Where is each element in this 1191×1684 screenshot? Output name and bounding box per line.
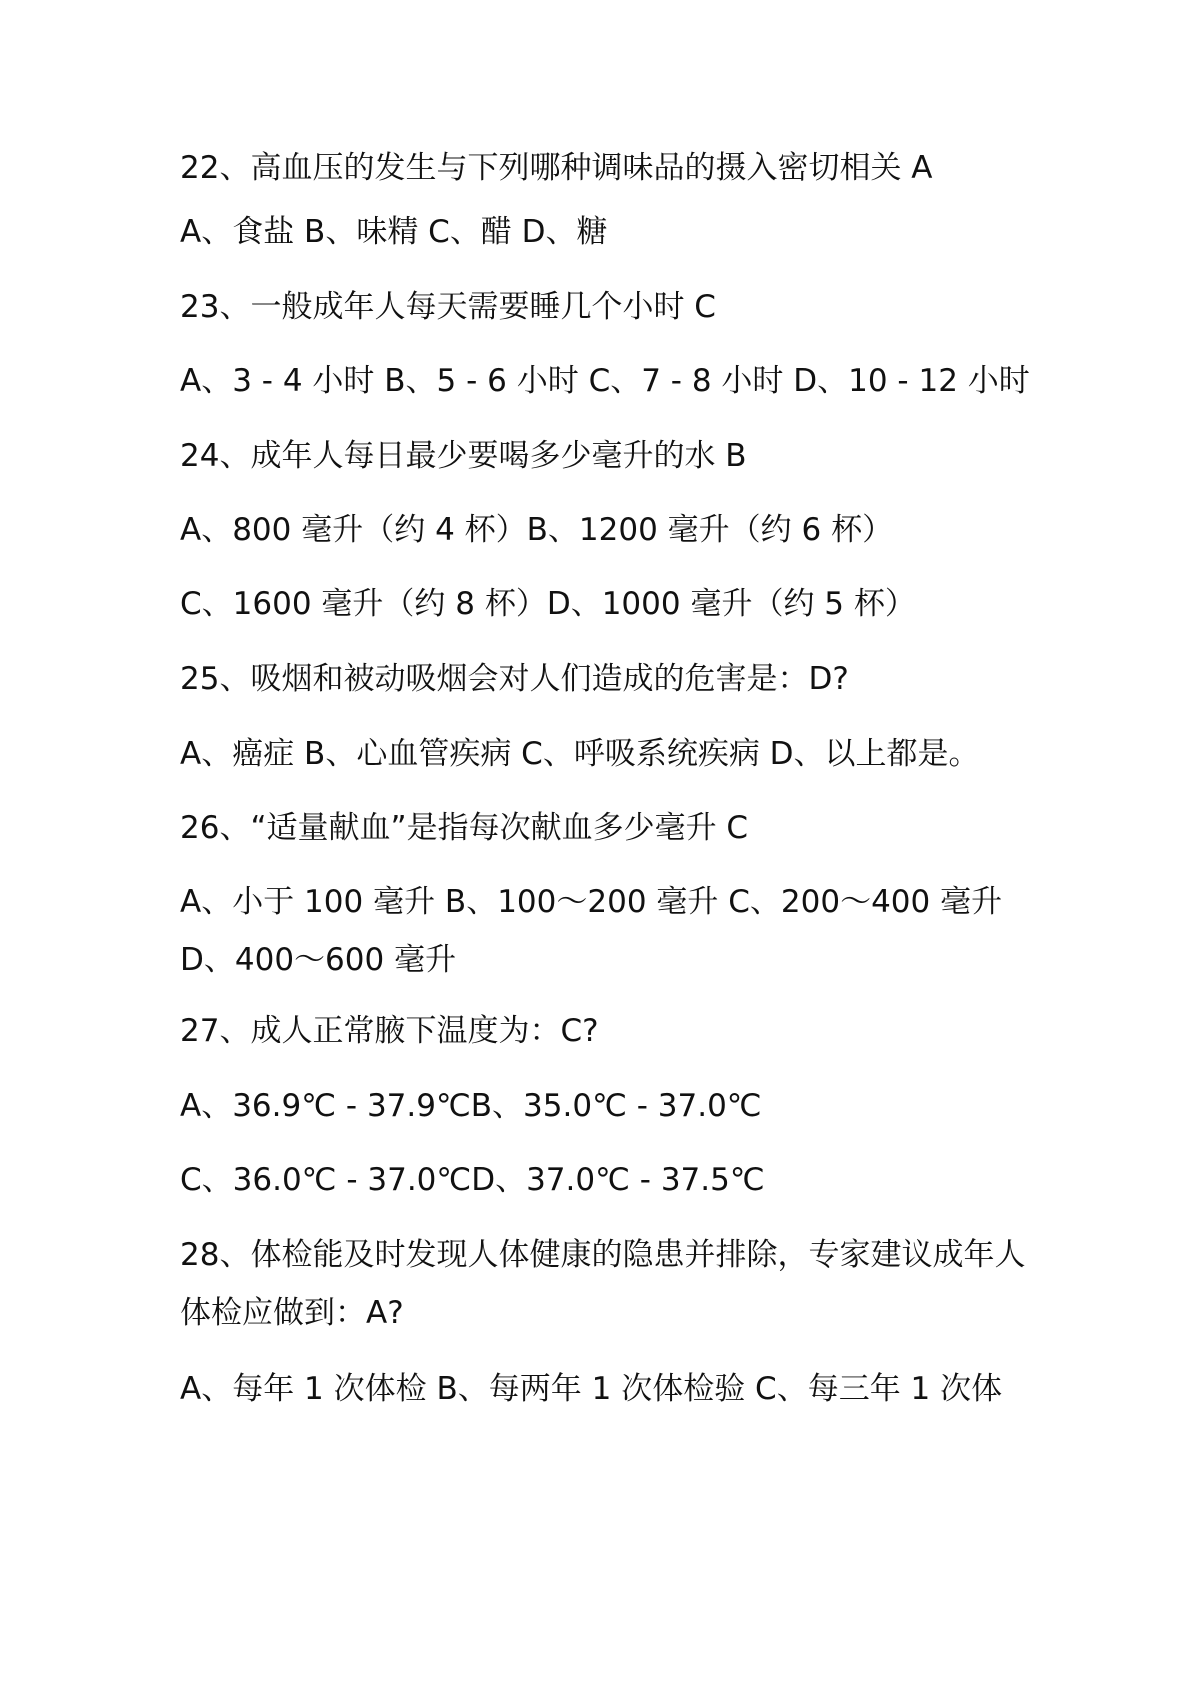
question-24-options-c-d: C、1600 毫升（约 8 杯）D、1000 毫升（约 5 杯）: [180, 586, 916, 622]
question-23-options: A、3 - 4 小时 B、5 - 6 小时 C、7 - 8 小时 D、10 - 12 小时: [180, 363, 1030, 399]
question-22: 22、高血压的发生与下列哪种调味品的摄入密切相关 A: [180, 150, 933, 186]
question-24: 24、成年人每日最少要喝多少毫升的水 B: [180, 438, 747, 474]
question-27: 27、成人正常腋下温度为：C?: [180, 1013, 599, 1049]
question-26: 26、“适量献血”是指每次献血多少毫升 C: [180, 810, 749, 846]
question-26-options: A、小于 100 毫升 B、100～200 毫升 C、200～400 毫升 D、400～600 毫升: [180, 884, 1003, 978]
question-23: 23、一般成年人每天需要睡几个小时 C: [180, 289, 716, 325]
question-28-options: A、每年 1 次体检 B、每两年 1 次体检验 C、每三年 1 次体: [180, 1371, 1003, 1407]
question-25: 25、吸烟和被动吸烟会对人们造成的危害是：D?: [180, 661, 849, 697]
question-28: 28、体检能及时发现人体健康的隐患并排除，专家建议成年人体检应做到：A?: [180, 1237, 1026, 1331]
question-24-options-a-b: A、800 毫升（约 4 杯）B、1200 毫升（约 6 杯）: [180, 512, 894, 548]
question-25-options: A、癌症 B、心血管疾病 C、呼吸系统疾病 D、以上都是。: [180, 736, 980, 772]
question-22-options: A、食盐 B、味精 C、醋 D、糖: [180, 214, 608, 250]
question-27-options-c-d: C、36.0℃ - 37.0℃D、37.0℃ - 37.5℃: [180, 1162, 765, 1198]
question-27-options-a-b: A、36.9℃ - 37.9℃B、35.0℃ - 37.0℃: [180, 1088, 762, 1124]
